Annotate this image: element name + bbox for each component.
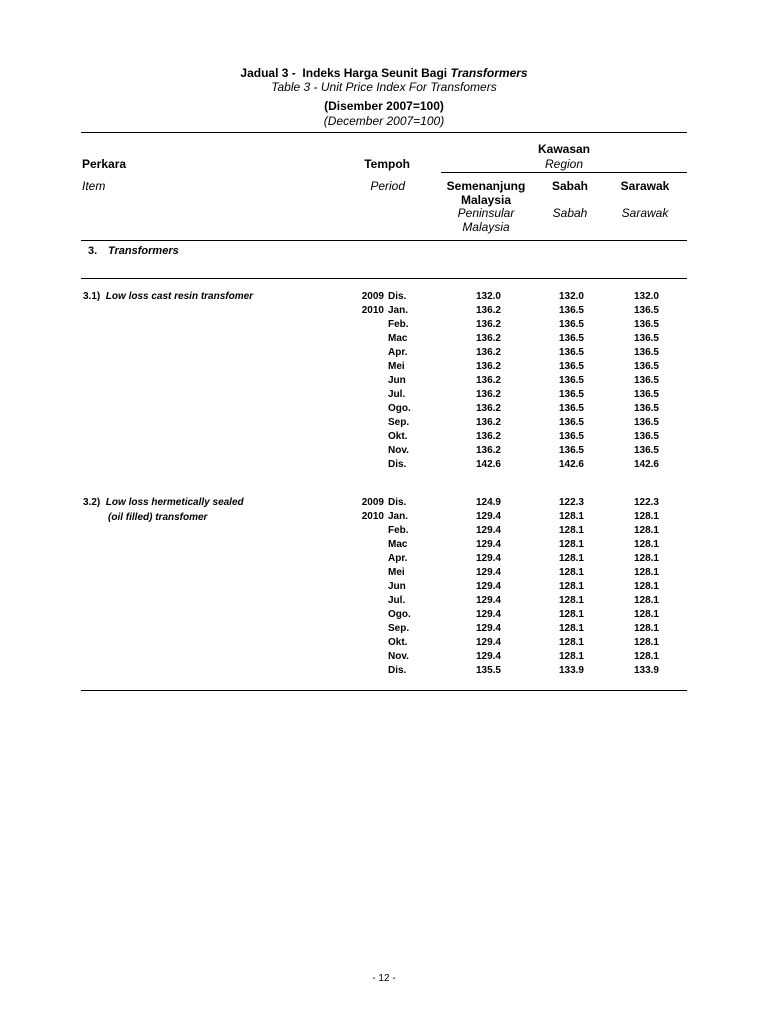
table-row — [0, 403, 768, 417]
table-row — [0, 333, 768, 347]
cell-year: 2010 — [361, 305, 384, 316]
cell-month: Okt. — [388, 637, 408, 648]
table-row — [0, 291, 768, 305]
cell-peninsular: 129.4 — [475, 553, 501, 564]
cell-sabah: 128.1 — [558, 581, 584, 592]
cell-sarawak: 128.1 — [633, 651, 659, 662]
cell-peninsular: 136.2 — [475, 305, 501, 316]
cell-month: Mac — [388, 539, 408, 550]
cell-month: Mei — [388, 567, 405, 578]
cell-sabah: 128.1 — [558, 609, 584, 620]
cell-sabah: 136.5 — [558, 403, 584, 414]
cell-sarawak: 136.5 — [633, 361, 659, 372]
cell-sarawak: 136.5 — [633, 305, 659, 316]
cell-peninsular: 129.4 — [475, 525, 501, 536]
cell-month: Jun — [388, 581, 406, 592]
cell-month: Dis. — [388, 291, 407, 302]
table-row — [0, 389, 768, 403]
cell-month: Jul. — [388, 595, 406, 606]
table-row — [0, 445, 768, 459]
cell-month: Dis. — [388, 497, 407, 508]
cell-peninsular: 124.9 — [475, 497, 501, 508]
cell-sabah: 136.5 — [558, 445, 584, 456]
region-header-english: Region — [544, 157, 584, 171]
cell-peninsular: 129.4 — [475, 581, 501, 592]
cell-peninsular: 129.4 — [475, 511, 501, 522]
table-row — [0, 665, 768, 679]
cell-sarawak: 128.1 — [633, 637, 659, 648]
cell-peninsular: 136.2 — [475, 347, 501, 358]
column-header-peninsular-english-line2: Malaysia — [462, 220, 510, 234]
cell-sabah: 136.5 — [558, 431, 584, 442]
cell-month: Jan. — [388, 511, 409, 522]
cell-month: Apr. — [388, 347, 408, 358]
header-bottom-rule — [81, 240, 687, 241]
cell-month: Jan. — [388, 305, 409, 316]
cell-sabah: 128.1 — [558, 567, 584, 578]
table-row — [0, 623, 768, 637]
cell-sabah: 128.1 — [558, 553, 584, 564]
table-row — [0, 361, 768, 375]
cell-sarawak: 128.1 — [633, 595, 659, 606]
column-header-peninsular-english — [441, 206, 531, 234]
cell-sabah: 136.5 — [558, 347, 584, 358]
cell-sarawak: 128.1 — [633, 567, 659, 578]
cell-peninsular: 129.4 — [475, 637, 501, 648]
cell-month: Feb. — [388, 525, 409, 536]
cell-peninsular: 129.4 — [475, 623, 501, 634]
cell-peninsular: 129.4 — [475, 651, 501, 662]
period-header-english: Period — [370, 179, 405, 193]
cell-year: 2009 — [361, 291, 384, 302]
item-header-malay: Perkara — [82, 157, 127, 171]
cell-peninsular: 129.4 — [475, 539, 501, 550]
column-header-peninsular-line2: Malaysia — [460, 193, 512, 207]
cell-sarawak: 136.5 — [633, 319, 659, 330]
cell-sabah: 136.5 — [558, 305, 584, 316]
table-title — [0, 66, 768, 80]
period-header-malay: Tempoh — [364, 157, 410, 171]
cell-peninsular: 136.2 — [475, 445, 501, 456]
cell-peninsular: 136.2 — [475, 375, 501, 386]
cell-month: Nov. — [388, 445, 409, 456]
cell-peninsular: 135.5 — [475, 665, 501, 676]
table-row — [0, 431, 768, 445]
table-title-malay: Jadual 3 - Indeks Harga Seunit Bagi — [240, 66, 451, 80]
cell-sabah: 122.3 — [558, 497, 584, 508]
section-name: Transformers — [108, 245, 179, 257]
cell-sabah: 136.5 — [558, 333, 584, 344]
region-header-malay: Kawasan — [537, 142, 591, 156]
cell-peninsular: 136.2 — [475, 403, 501, 414]
table-row — [0, 497, 768, 511]
cell-month: Dis. — [388, 459, 407, 470]
table-row — [0, 539, 768, 553]
cell-sabah: 132.0 — [558, 291, 584, 302]
column-header-sarawak: Sarawak — [620, 179, 670, 193]
table-row — [0, 375, 768, 389]
cell-sarawak: 133.9 — [633, 665, 659, 676]
cell-peninsular: 136.2 — [475, 389, 501, 400]
cell-sarawak: 136.5 — [633, 445, 659, 456]
item-label-3-2-line2: (oil filled) transfomer — [108, 512, 208, 523]
cell-peninsular: 132.0 — [475, 291, 501, 302]
column-header-peninsular-english-line1: Peninsular — [457, 206, 515, 220]
cell-sarawak: 128.1 — [633, 581, 659, 592]
cell-sarawak: 128.1 — [633, 539, 659, 550]
cell-sabah: 136.5 — [558, 389, 584, 400]
cell-month: Mac — [388, 333, 408, 344]
table-row — [0, 637, 768, 651]
section-rule — [81, 278, 687, 279]
cell-sarawak: 122.3 — [633, 497, 659, 508]
cell-sarawak: 136.5 — [633, 347, 659, 358]
cell-peninsular: 129.4 — [475, 609, 501, 620]
cell-sabah: 136.5 — [558, 361, 584, 372]
table-row — [0, 347, 768, 361]
table-row — [0, 305, 768, 319]
column-header-sabah-english: Sabah — [552, 206, 588, 220]
cell-sarawak: 128.1 — [633, 623, 659, 634]
cell-month: Mei — [388, 361, 405, 372]
item-name: Low loss hermetically sealed — [105, 497, 244, 508]
cell-peninsular: 129.4 — [475, 595, 501, 606]
cell-month: Jul. — [388, 389, 406, 400]
cell-month: Sep. — [388, 623, 410, 634]
section-label — [88, 245, 179, 257]
cell-sabah: 142.6 — [558, 459, 584, 470]
cell-year: 2010 — [361, 511, 384, 522]
column-header-peninsular-line1: Semenanjung — [446, 179, 526, 193]
column-header-sarawak-english: Sarawak — [621, 206, 669, 220]
table-title-malay-italic: Transformers — [450, 66, 528, 80]
cell-sabah: 128.1 — [558, 525, 584, 536]
cell-sarawak: 136.5 — [633, 403, 659, 414]
cell-sarawak: 136.5 — [633, 333, 659, 344]
table-row — [0, 319, 768, 333]
item-name: Low loss cast resin transfomer — [105, 291, 254, 302]
table-row — [0, 595, 768, 609]
cell-peninsular: 136.2 — [475, 319, 501, 330]
cell-peninsular: 142.6 — [475, 459, 501, 470]
table-row — [0, 511, 768, 525]
table-row — [0, 651, 768, 665]
cell-month: Okt. — [388, 431, 408, 442]
table-row — [0, 567, 768, 581]
cell-sarawak: 132.0 — [633, 291, 659, 302]
cell-sabah: 128.1 — [558, 637, 584, 648]
item-header-english: Item — [82, 179, 106, 193]
cell-sarawak: 128.1 — [633, 609, 659, 620]
cell-sabah: 136.5 — [558, 319, 584, 330]
cell-sarawak: 128.1 — [633, 553, 659, 564]
cell-sarawak: 142.6 — [633, 459, 659, 470]
cell-sabah: 133.9 — [558, 665, 584, 676]
item-number: 3.2) — [83, 497, 101, 508]
cell-sarawak: 136.5 — [633, 389, 659, 400]
cell-month: Jun — [388, 375, 406, 386]
base-period-english: (December 2007=100) — [323, 114, 445, 128]
table-bottom-rule — [81, 690, 687, 691]
cell-peninsular: 136.2 — [475, 431, 501, 442]
cell-sabah: 136.5 — [558, 375, 584, 386]
table-row — [0, 581, 768, 595]
cell-peninsular: 136.2 — [475, 333, 501, 344]
cell-sabah: 128.1 — [558, 623, 584, 634]
cell-sarawak: 128.1 — [633, 525, 659, 536]
cell-month: Apr. — [388, 553, 408, 564]
region-rule — [441, 172, 687, 173]
column-header-peninsular — [441, 179, 531, 207]
table-title-english: Table 3 - Unit Price Index For Transfomers — [271, 80, 497, 94]
cell-sabah: 128.1 — [558, 651, 584, 662]
cell-sarawak: 136.5 — [633, 375, 659, 386]
cell-peninsular: 129.4 — [475, 567, 501, 578]
cell-year: 2009 — [361, 497, 384, 508]
item-number: 3.1) — [83, 291, 101, 302]
cell-month: Nov. — [388, 651, 409, 662]
table-row — [0, 417, 768, 431]
table-row — [0, 553, 768, 567]
cell-sarawak: 128.1 — [633, 511, 659, 522]
cell-sarawak: 136.5 — [633, 417, 659, 428]
cell-sabah: 136.5 — [558, 417, 584, 428]
cell-month: Ogo. — [388, 609, 411, 620]
cell-month: Sep. — [388, 417, 410, 428]
column-header-sabah: Sabah — [551, 179, 588, 193]
cell-sabah: 128.1 — [558, 539, 584, 550]
cell-month: Dis. — [388, 665, 407, 676]
table-row — [0, 609, 768, 623]
cell-sabah: 128.1 — [558, 595, 584, 606]
page-number: - 12 - — [372, 973, 396, 984]
table-row — [0, 525, 768, 539]
cell-sabah: 128.1 — [558, 511, 584, 522]
header-top-rule — [81, 132, 687, 133]
section-number: 3. — [88, 245, 98, 257]
cell-peninsular: 136.2 — [475, 361, 501, 372]
cell-sarawak: 136.5 — [633, 431, 659, 442]
base-period-malay: (Disember 2007=100) — [324, 99, 444, 113]
table-row — [0, 459, 768, 473]
cell-month: Ogo. — [388, 403, 411, 414]
cell-peninsular: 136.2 — [475, 417, 501, 428]
cell-month: Feb. — [388, 319, 409, 330]
